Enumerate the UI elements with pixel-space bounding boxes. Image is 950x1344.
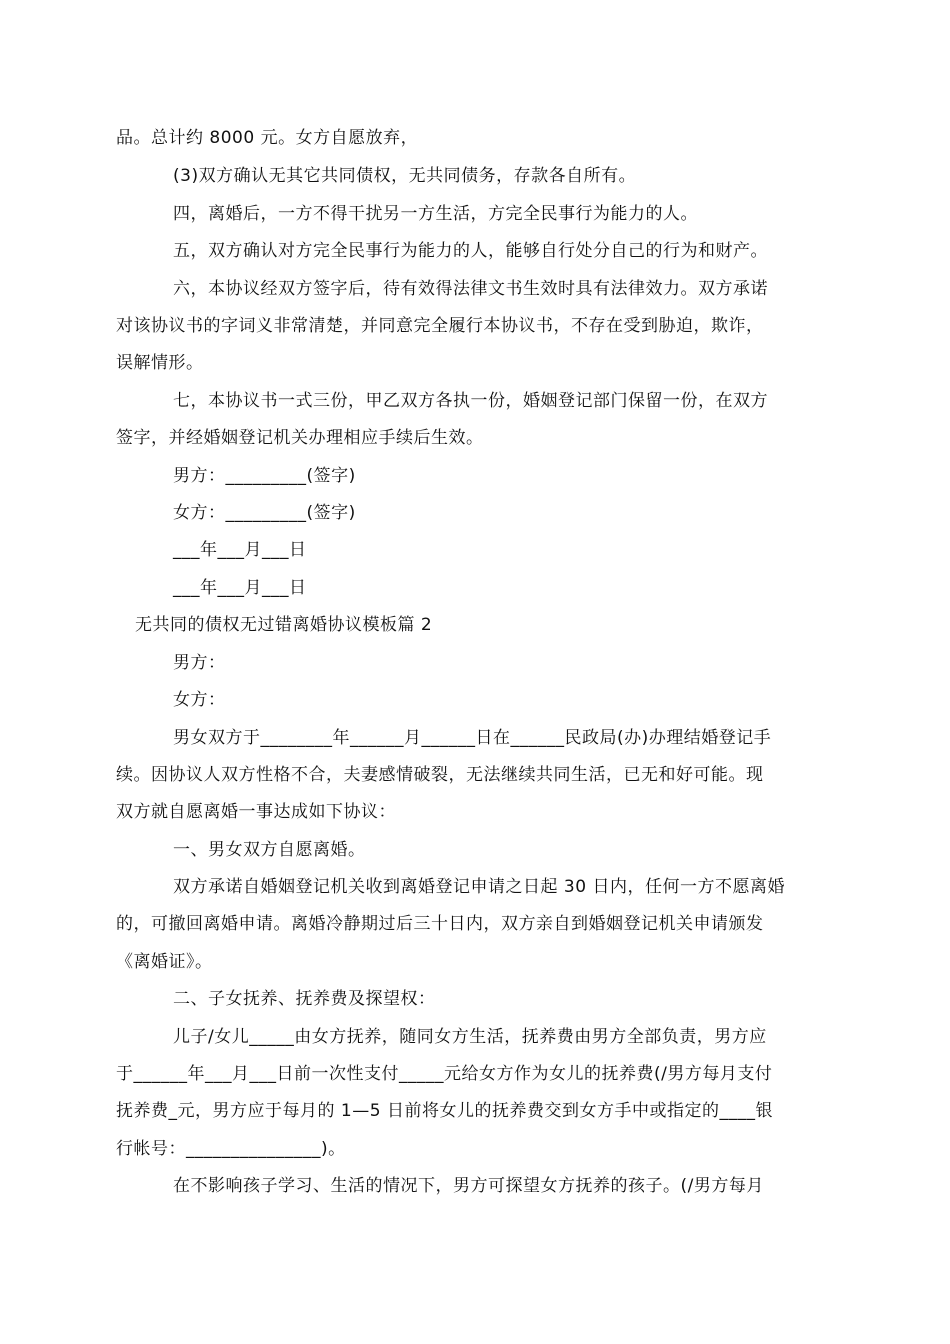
- text-line: 双方就自愿离婚一事达成如下协议：: [116, 802, 396, 822]
- text-line: 于______年___月___日前一次性支付_____元给女方作为女儿的抚养费(/男方每月支付: [116, 1064, 773, 1084]
- signature-line-male: 男方：_________(签字): [173, 466, 356, 486]
- text-line: 双方承诺自婚姻登记机关收到离婚登记申请之日起 30 日内，任何一方不愿离婚: [173, 877, 785, 897]
- text-line: 女方：: [173, 690, 226, 710]
- date-line: ___年___月___日: [173, 540, 307, 560]
- text-line: 二、子女抚养、抚养费及探望权：: [173, 989, 436, 1009]
- text-line: 抚养费_元，男方应于每月的 1—5 日前将女儿的抚养费交到女方手中或指定的____银: [116, 1101, 773, 1121]
- text-line: 五，双方确认对方完全民事行为能力的人，能够自行处分自己的行为和财产。: [173, 241, 768, 261]
- signature-line-female: 女方：_________(签字): [173, 503, 356, 523]
- text-line: 一、男女双方自愿离婚。: [173, 840, 366, 860]
- text-line: 六，本协议经双方签字后，待有效得法律文书生效时具有法律效力。双方承诺: [173, 279, 768, 299]
- text-line: (3)双方确认无其它共同债权，无共同债务，存款各自所有。: [173, 166, 637, 186]
- text-line: 男方：: [173, 653, 226, 673]
- text-line: 对该协议书的字词义非常清楚，并同意完全履行本协议书，不存在受到胁迫，欺诈，: [116, 316, 764, 336]
- text-line: 男女双方于________年______月______日在______民政局(办)办理结婚登记手: [173, 728, 772, 748]
- text-line: 儿子/女儿_____由女方抚养，随同女方生活，抚养费由男方全部负责，男方应: [173, 1027, 767, 1047]
- text-line: 误解情形。: [116, 353, 204, 373]
- text-line: 在不影响孩子学习、生活的情况下，男方可探望女方抚养的孩子。(/男方每月: [173, 1176, 764, 1196]
- text-line: 续。因协议人双方性格不合，夫妻感情破裂，无法继续共同生活，已无和好可能。现: [116, 765, 764, 785]
- text-line: 签字，并经婚姻登记机关办理相应手续后生效。: [116, 428, 484, 448]
- text-line: 七，本协议书一式三份，甲乙双方各执一份，婚姻登记部门保留一份，在双方: [173, 391, 768, 411]
- text-line: 四，离婚后，一方不得干扰另一方生活，方完全民事行为能力的人。: [173, 204, 698, 224]
- date-line: ___年___月___日: [173, 578, 307, 598]
- text-line: 行帐号：_______________)。: [116, 1139, 346, 1159]
- text-line: 《离婚证》。: [116, 952, 213, 972]
- section-title: 无共同的债权无过错离婚协议模板篇 2: [135, 615, 433, 635]
- text-line: 的，可撤回离婚申请。离婚冷静期过后三十日内，双方亲自到婚姻登记机关申请颁发: [116, 914, 764, 934]
- text-line: 品。总计约 8000 元。女方自愿放弃，: [116, 128, 419, 148]
